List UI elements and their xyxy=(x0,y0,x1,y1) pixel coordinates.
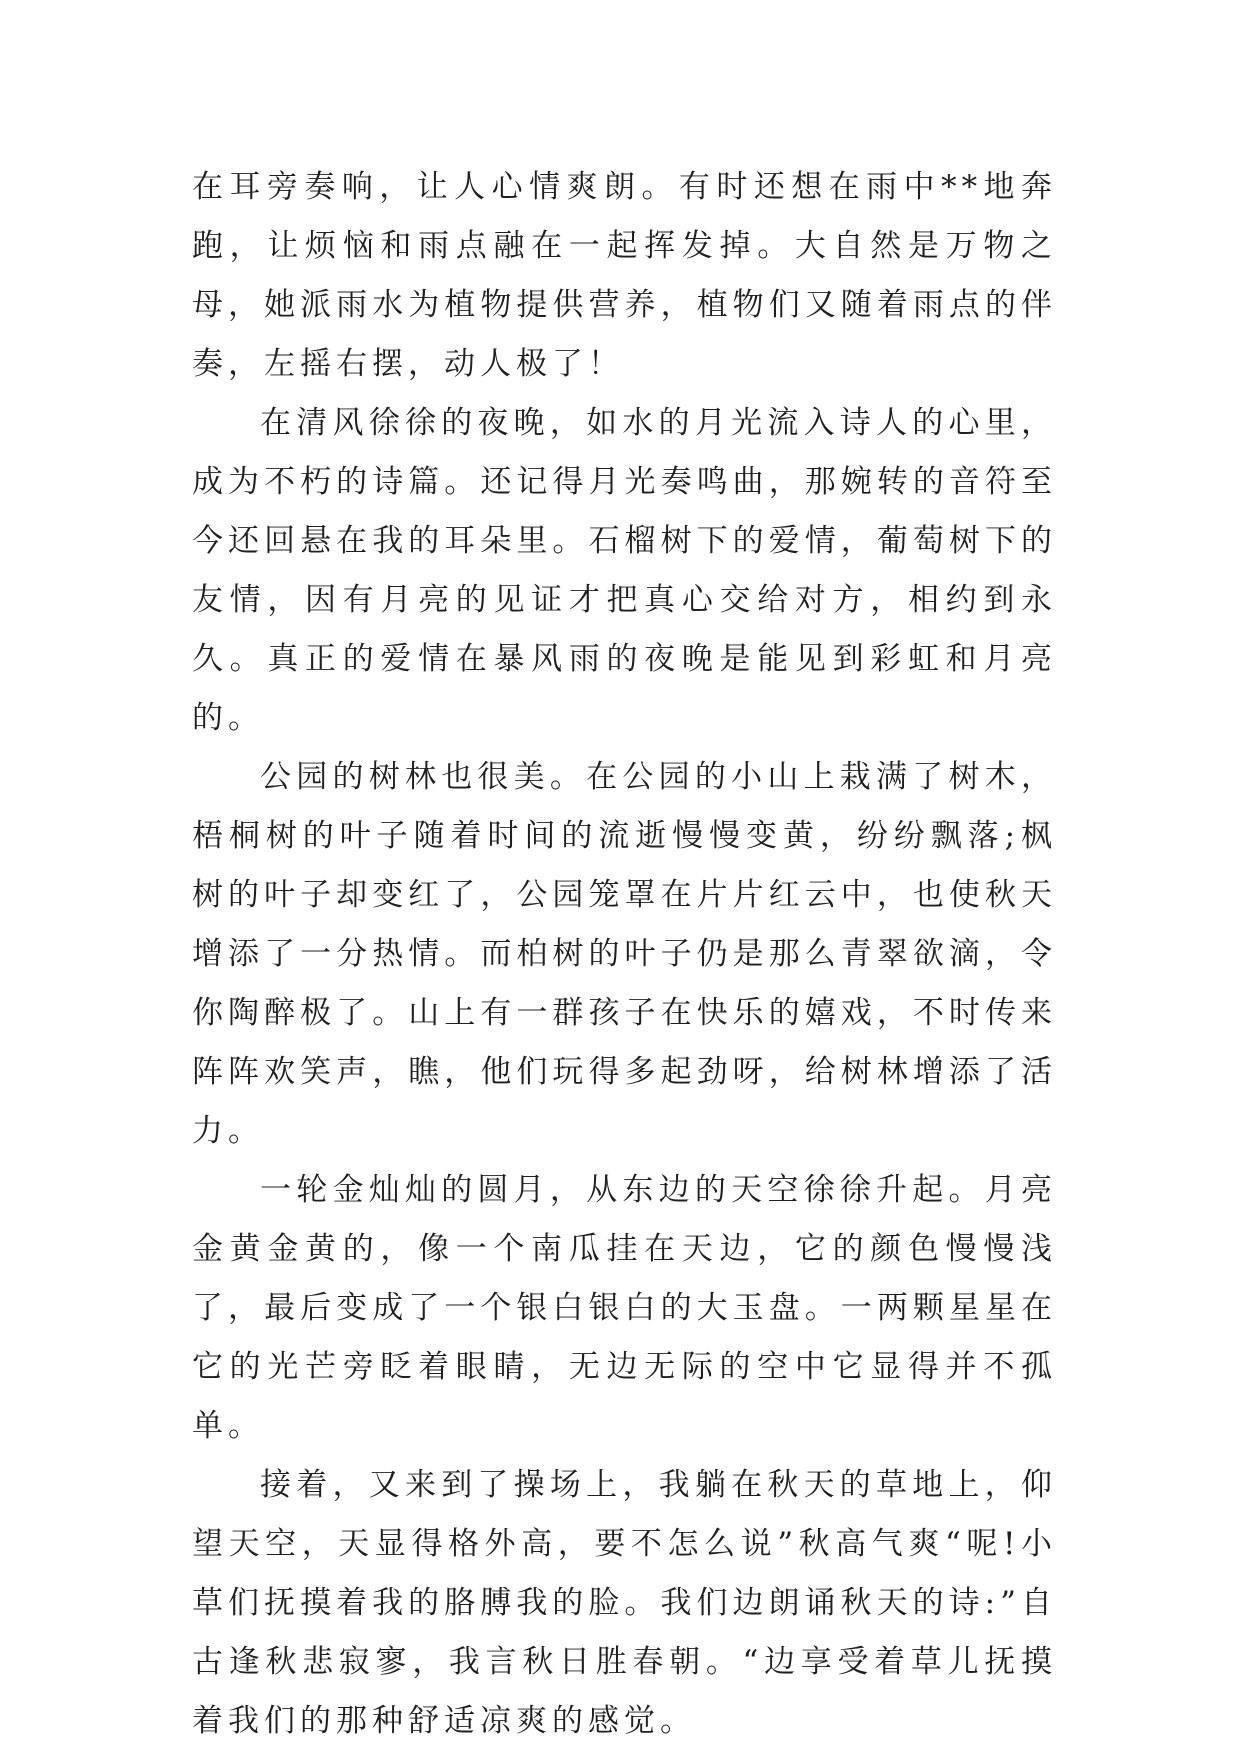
paragraph-5: 接着，又来到了操场上，我躺在秋天的草地上，仰望天空，天显得格外高，要不怎么说”秋高气爽“呢!小草们抚摸着我的胳膊我的脸。我们边朗诵秋天的诗:”自古逢秋悲寂寥，我言秋日胜春朝。“边享受着草儿抚摸着我们的那种舒适凉爽的感觉。 xyxy=(192,1467,1057,1739)
document-body xyxy=(192,158,1057,1751)
paragraph-4: 一轮金灿灿的圆月，从东边的天空徐徐升起。月亮金黄金黄的，像一个南瓜挂在天边，它的颜色慢慢浅了，最后变成了一个银白银白的大玉盘。一两颗星星在它的光芒旁眨着眼睛，无边无际的空中它显得并不孤单。 xyxy=(192,1172,1057,1444)
paragraph-3: 公园的树林也很美。在公园的小山上栽满了树木，梧桐树的叶子随着时间的流逝慢慢变黄，纷纷飘落;枫树的叶子却变红了，公园笼罩在片片红云中，也使秋天增添了一分热情。而柏树的叶子仍是那么青翠欲滴，令你陶醉极了。山上有一群孩子在快乐的嬉戏，不时传来阵阵欢笑声，瞧，他们玩得多起劲呀，给树林增添了活力。 xyxy=(192,759,1057,1149)
paragraph-2: 在清风徐徐的夜晚，如水的月光流入诗人的心里，成为不朽的诗篇。还记得月光奏鸣曲，那婉转的音符至今还回悬在我的耳朵里。石榴树下的爱情，葡萄树下的友情，因有月亮的见证才把真心交给对方，相约到永久。真正的爱情在暴风雨的夜晚是能见到彩虹和月亮的。 xyxy=(192,405,1057,736)
paragraph-1: 在耳旁奏响，让人心情爽朗。有时还想在雨中**地奔跑，让烦恼和雨点融在一起挥发掉。大自然是万物之母，她派雨水为植物提供营养，植物们又随着雨点的伴奏，左摇右摆，动人极了！ xyxy=(192,169,1057,382)
